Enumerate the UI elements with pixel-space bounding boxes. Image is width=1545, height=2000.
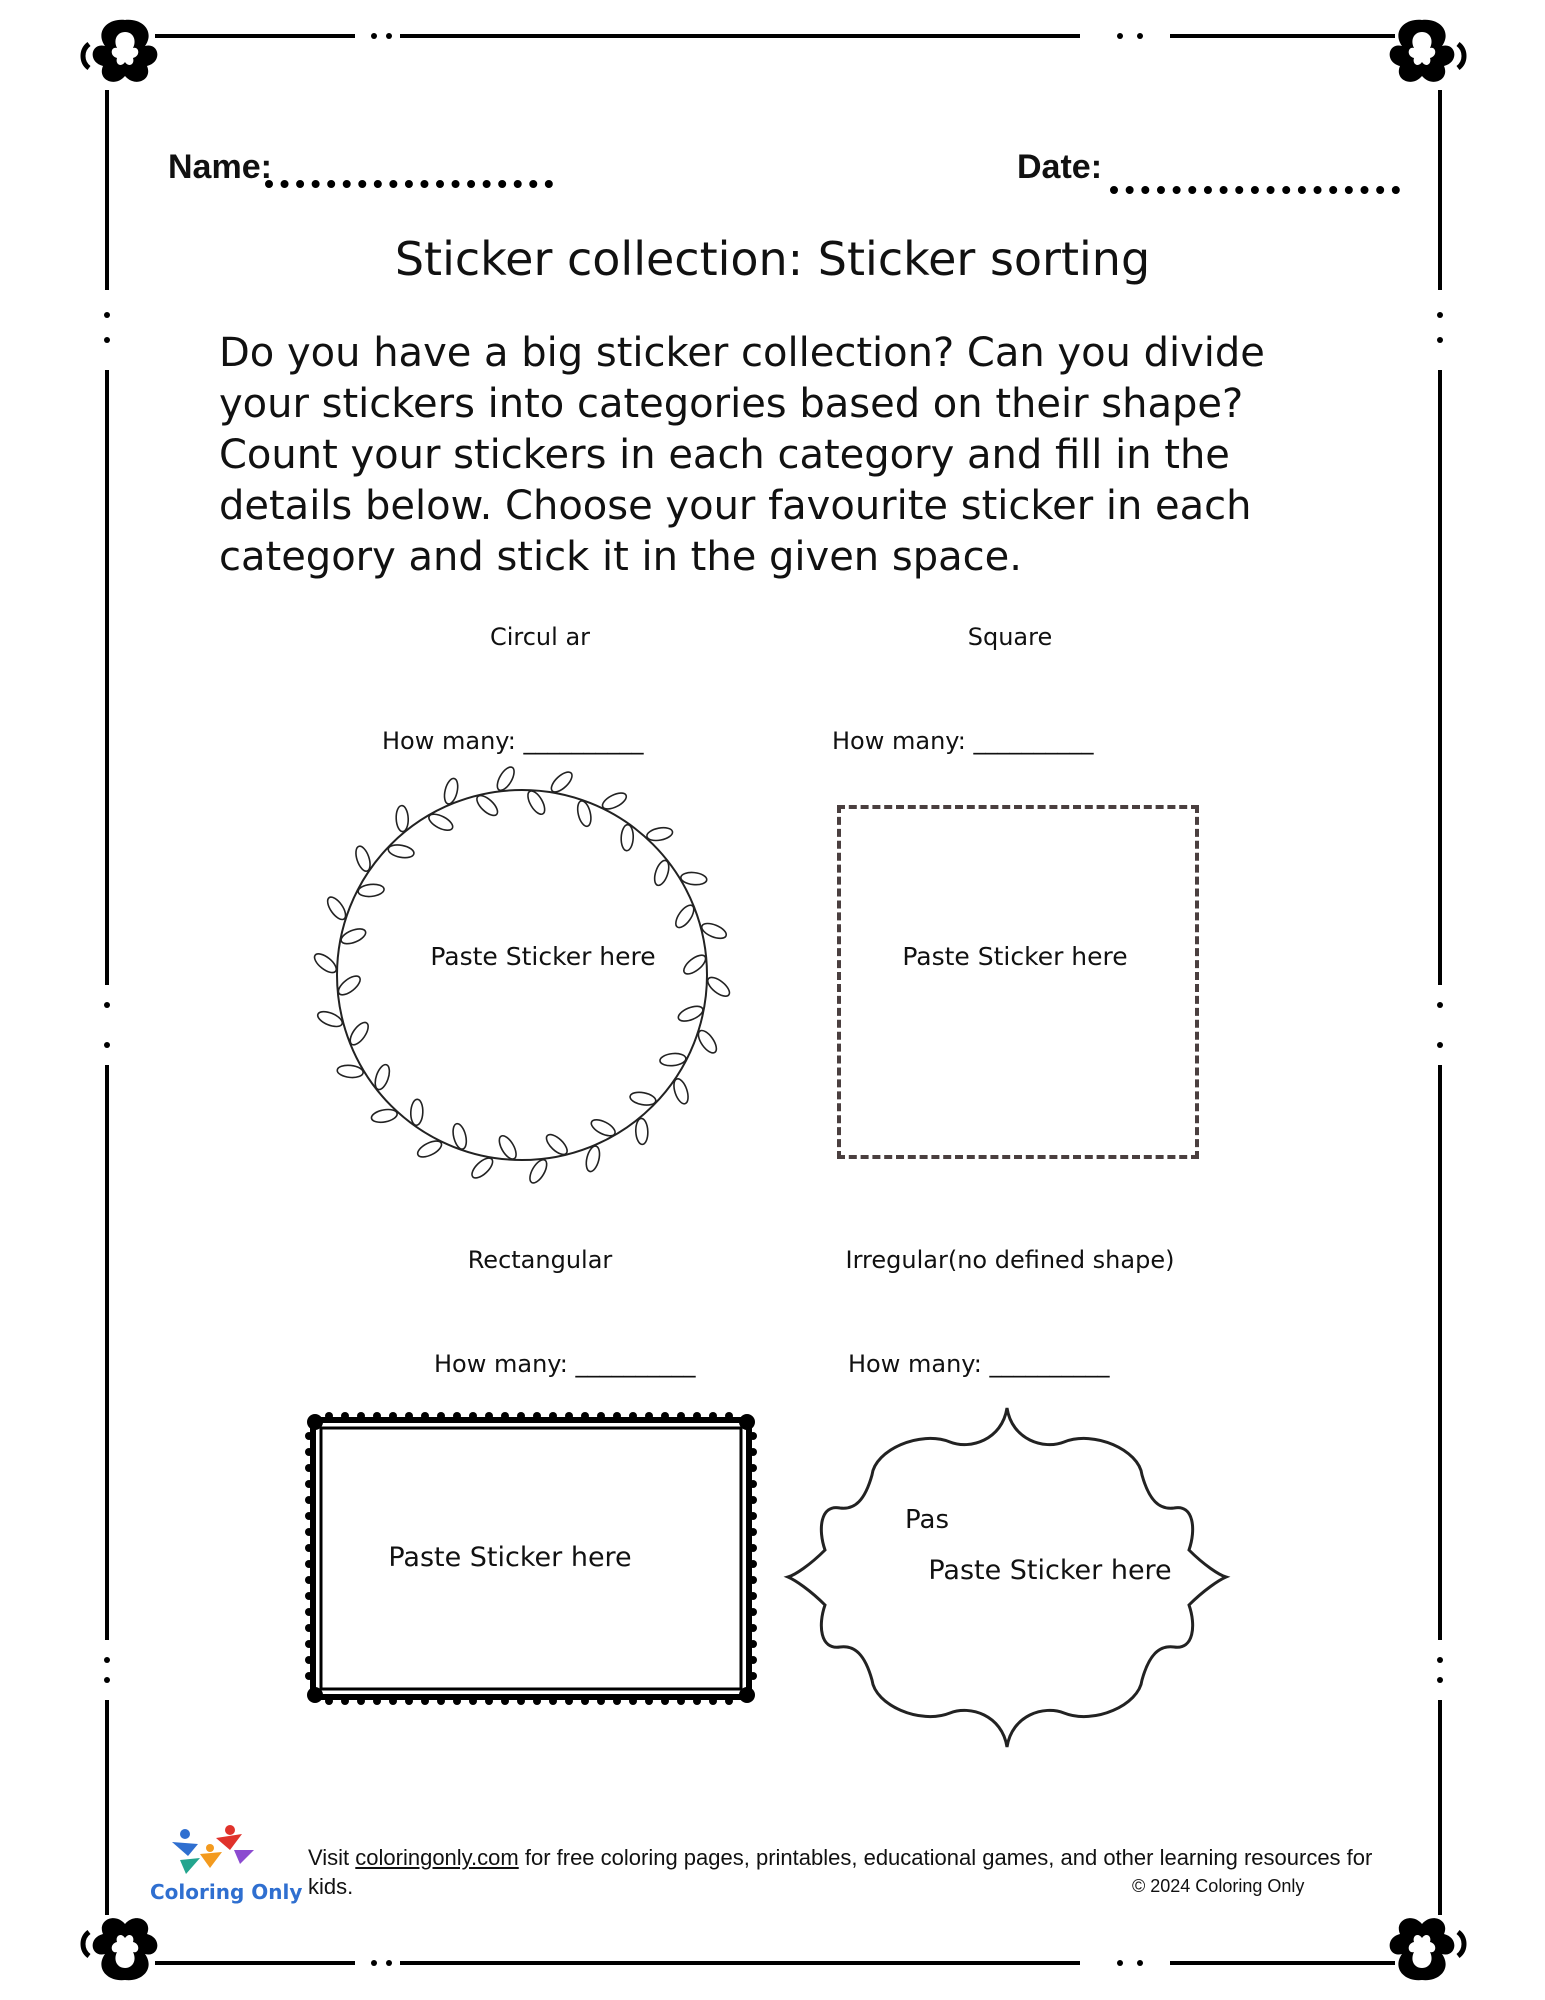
wreath-leaf xyxy=(621,824,634,850)
wreath-leaf xyxy=(324,894,349,922)
stamp-scallop xyxy=(305,1496,313,1504)
circular-wreath-frame xyxy=(310,765,740,1185)
wreath-leaf xyxy=(494,764,517,793)
stamp-scallop xyxy=(305,1432,313,1440)
stamp-scallop xyxy=(749,1624,757,1632)
stamp-scallop xyxy=(533,1697,541,1705)
copyright: © 2024 Coloring Only xyxy=(1132,1876,1305,1896)
stamp-scallop xyxy=(749,1640,757,1648)
stamp-scallop xyxy=(453,1697,461,1705)
stamp-scallop xyxy=(305,1480,313,1488)
category-label-square: Square xyxy=(967,623,1053,651)
stamp-scallop xyxy=(341,1412,349,1420)
wreath-leaf xyxy=(469,1155,496,1182)
stamp-scallop xyxy=(749,1672,757,1680)
wreath-leaf xyxy=(372,1063,392,1091)
stamp-scallop xyxy=(305,1448,313,1456)
stamp-scallop xyxy=(437,1697,445,1705)
stamp-scallop xyxy=(613,1697,621,1705)
wreath-leaf xyxy=(672,902,697,930)
stamp-scallop xyxy=(749,1656,757,1664)
logo-text: Coloring Only xyxy=(150,1880,303,1904)
wreath-leaf xyxy=(543,1131,570,1158)
wreath-leaf xyxy=(659,1052,686,1067)
wreath-leaf xyxy=(496,1133,519,1162)
wreath-leaf xyxy=(410,1099,423,1125)
wreath-leaf xyxy=(474,792,501,819)
date-fill-line[interactable] xyxy=(1110,186,1400,194)
wreath-leaf xyxy=(635,1118,648,1144)
stamp-scallop xyxy=(565,1697,573,1705)
wreath-leaf xyxy=(396,805,409,831)
stamp-scallop xyxy=(725,1412,733,1420)
stamp-scallop xyxy=(549,1412,557,1420)
stamp-scallop xyxy=(517,1412,525,1420)
stamp-scallop xyxy=(389,1697,397,1705)
how-many-rectangular[interactable]: How many: __________ xyxy=(434,1350,696,1378)
stamp-scallop xyxy=(749,1496,757,1504)
stamp-scallop xyxy=(405,1412,413,1420)
stamp-scallop xyxy=(749,1560,757,1568)
wreath-leaf xyxy=(652,859,672,887)
stamp-scallop xyxy=(357,1697,365,1705)
stamp-scallop xyxy=(749,1448,757,1456)
stamp-scallop xyxy=(677,1412,685,1420)
stamp-scallop xyxy=(485,1412,493,1420)
stamp-scallop xyxy=(749,1544,757,1552)
stamp-scallop xyxy=(305,1656,313,1664)
paste-area-circular[interactable]: Paste Sticker here xyxy=(430,942,656,971)
wreath-leaf xyxy=(353,844,373,872)
wreath-leaf xyxy=(415,1138,444,1160)
stamp-scallop xyxy=(645,1412,653,1420)
name-fill-line[interactable] xyxy=(265,180,553,188)
stamp-scallop xyxy=(305,1592,313,1600)
stamp-scallop xyxy=(325,1697,333,1705)
stamp-scallop xyxy=(421,1412,429,1420)
stamp-scallop xyxy=(305,1464,313,1472)
stamp-scallop xyxy=(421,1697,429,1705)
footer-link[interactable]: coloringonly.com xyxy=(355,1845,519,1870)
logo-figures-icon xyxy=(172,1825,254,1874)
instructions-paragraph: Do you have a big sticker collection? Can you divide your stickers into categories based on their shape? Count your stickers in each category and fill in the details below. Choose your favourite sticker in each category and stick it in the given space. xyxy=(219,330,1265,580)
stamp-scallop xyxy=(749,1480,757,1488)
stamp-scallop xyxy=(501,1697,509,1705)
footer-rest: for free coloring pages, printables, educational games, and other learning resources for kids. xyxy=(308,1845,1373,1899)
stamp-scallop xyxy=(437,1412,445,1420)
category-label-circular: Circul ar xyxy=(489,623,591,651)
stamp-scallop xyxy=(453,1412,461,1420)
page-title: Sticker collection: Sticker sorting xyxy=(394,232,1151,286)
stamp-scallop xyxy=(749,1592,757,1600)
stamp-scallop xyxy=(357,1412,365,1420)
stamp-scallop xyxy=(325,1412,333,1420)
stamp-scallop xyxy=(533,1412,541,1420)
category-label-irregular: Irregular(no defined shape) xyxy=(845,1246,1175,1274)
category-label-rectangular: Rectangular xyxy=(467,1246,613,1274)
stray-text-irregular: Pas xyxy=(905,1505,949,1535)
square-dashed-frame xyxy=(837,805,1199,1159)
stamp-scallop xyxy=(661,1412,669,1420)
stamp-scallop xyxy=(501,1412,509,1420)
stamp-scallop xyxy=(405,1697,413,1705)
stamp-scallop xyxy=(749,1512,757,1520)
stamp-scallop xyxy=(629,1412,637,1420)
wreath-leaf xyxy=(646,826,674,843)
stamp-scallop xyxy=(549,1697,557,1705)
wreath-leaf xyxy=(387,843,415,860)
stamp-scallop xyxy=(693,1412,701,1420)
stamp-scallop xyxy=(565,1412,573,1420)
stamp-scallop xyxy=(749,1528,757,1536)
wreath-leaf xyxy=(671,1077,691,1105)
wreath-leaf xyxy=(548,769,575,796)
stamp-scallop xyxy=(677,1697,685,1705)
wreath-leaf xyxy=(426,811,455,833)
stamp-scallop xyxy=(305,1512,313,1520)
paste-area-irregular[interactable]: Paste Sticker here xyxy=(928,1555,1172,1586)
stamp-scallop xyxy=(749,1576,757,1584)
how-many-circular[interactable]: How many: __________ xyxy=(382,727,644,755)
wreath-leaf xyxy=(629,1090,657,1107)
paste-area-rectangular[interactable]: Paste Sticker here xyxy=(388,1542,632,1573)
stamp-scallop xyxy=(749,1608,757,1616)
stamp-scallop xyxy=(305,1576,313,1584)
wreath-leaf xyxy=(358,883,385,898)
stamp-scallop xyxy=(305,1624,313,1632)
wreath-leaf xyxy=(370,1108,398,1125)
paste-area-square[interactable]: Paste Sticker here xyxy=(902,942,1128,971)
stamp-scallop xyxy=(749,1432,757,1440)
stamp-scallop xyxy=(661,1697,669,1705)
stamp-scallop xyxy=(725,1697,733,1705)
how-many-irregular[interactable]: How many: __________ xyxy=(848,1350,1110,1378)
wreath-leaf xyxy=(589,1117,618,1139)
name-label: Name: xyxy=(168,148,272,186)
stamp-scallop xyxy=(693,1697,701,1705)
stamp-scallop xyxy=(469,1697,477,1705)
wreath-leaf xyxy=(527,1157,550,1186)
stamp-scallop xyxy=(305,1672,313,1680)
footer-visit: Visit xyxy=(308,1845,356,1870)
stamp-scallop xyxy=(305,1560,313,1568)
stamp-scallop xyxy=(341,1697,349,1705)
wreath-leaf xyxy=(695,1028,720,1056)
stamp-scallop xyxy=(305,1544,313,1552)
stamp-scallop xyxy=(485,1697,493,1705)
wreath-leaf xyxy=(680,871,707,886)
stamp-scallop xyxy=(581,1412,589,1420)
wreath-leaf xyxy=(335,973,363,999)
stamp-scallop xyxy=(629,1697,637,1705)
stamp-scallop xyxy=(597,1412,605,1420)
how-many-square[interactable]: How many: __________ xyxy=(832,727,1094,755)
stamp-scallop xyxy=(373,1697,381,1705)
stamp-scallop xyxy=(389,1412,397,1420)
wreath-leaf xyxy=(600,790,629,812)
stamp-scallop xyxy=(517,1697,525,1705)
stamp-scallop xyxy=(645,1697,653,1705)
stamp-scallop xyxy=(305,1608,313,1616)
stamp-scallop xyxy=(469,1412,477,1420)
wreath-leaf xyxy=(337,1064,364,1079)
stamp-scallop xyxy=(613,1412,621,1420)
stamp-scallop xyxy=(709,1412,717,1420)
date-label: Date: xyxy=(1017,148,1103,186)
wreath-leaf xyxy=(311,950,339,976)
stamp-scallop xyxy=(749,1464,757,1472)
stamp-scallop xyxy=(373,1412,381,1420)
stamp-scallop xyxy=(305,1640,313,1648)
stamp-scallop xyxy=(709,1697,717,1705)
wreath-leaf xyxy=(347,1020,372,1048)
wreath-leaf xyxy=(705,974,733,1000)
wreath-leaf xyxy=(525,788,548,817)
stamp-scallop xyxy=(581,1697,589,1705)
stamp-scallop xyxy=(305,1528,313,1536)
stamp-scallop xyxy=(597,1697,605,1705)
wreath-leaf xyxy=(681,952,709,978)
